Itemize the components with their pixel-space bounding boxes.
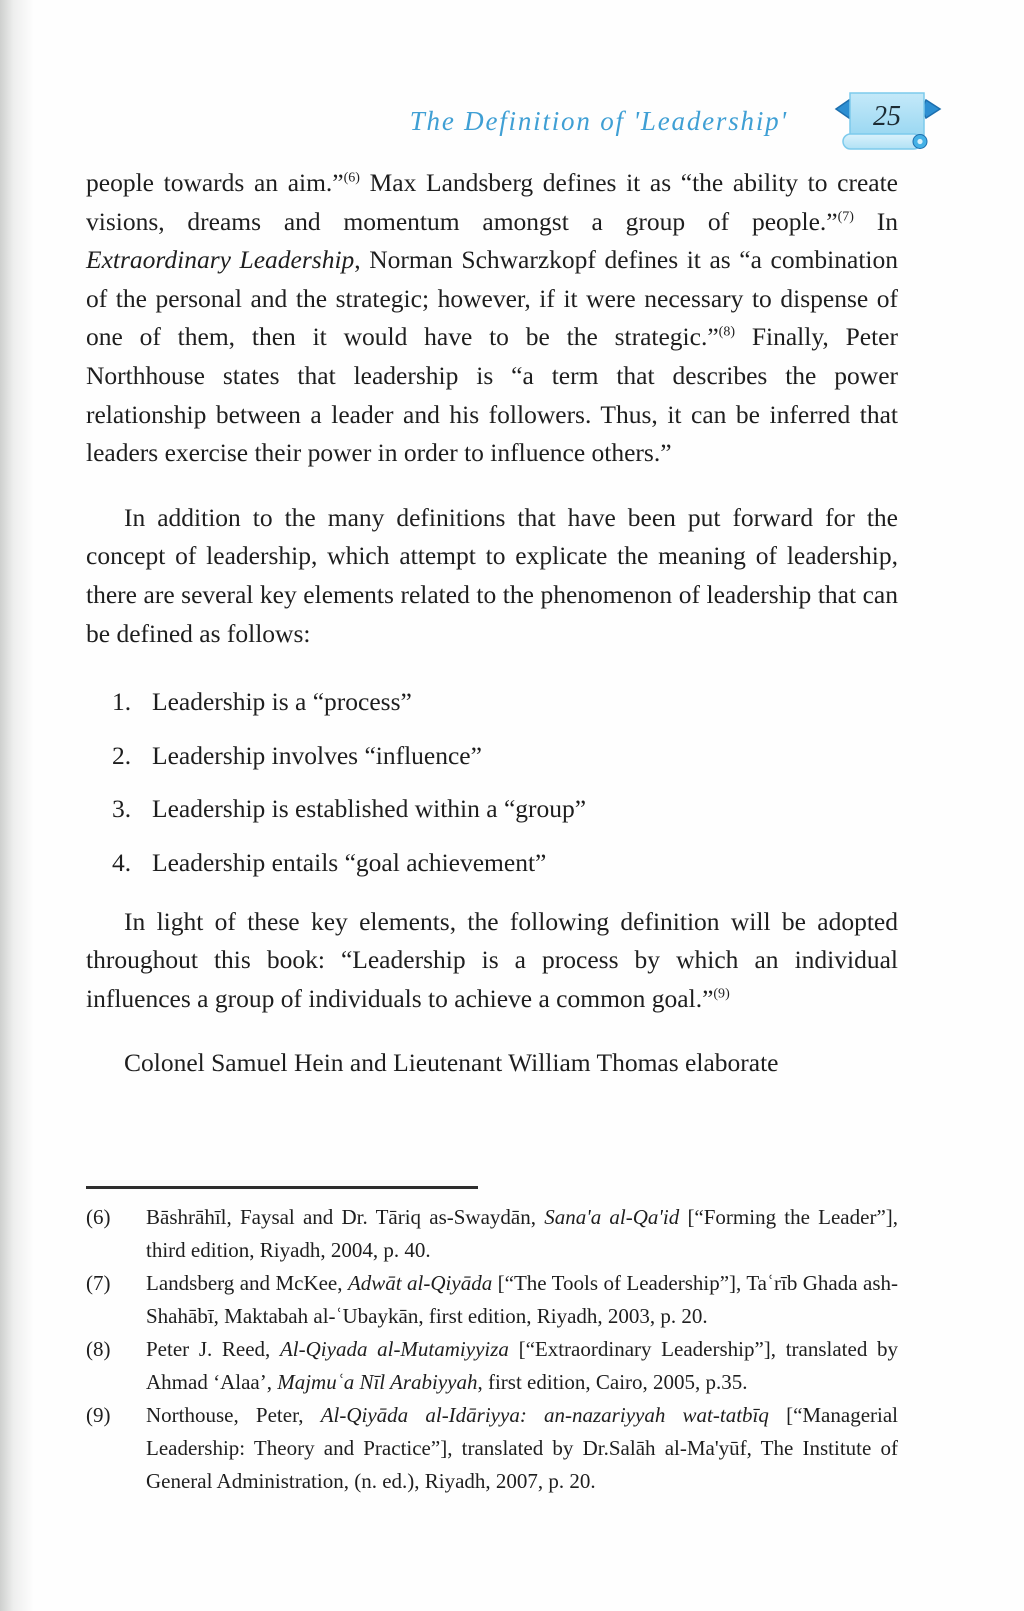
italic-text: Adwāt al-Qiyāda bbox=[347, 1271, 493, 1295]
text-run: Bāshrāhīl, Faysal and Dr. Tāriq as-Swaydān, bbox=[146, 1205, 545, 1229]
list-item bbox=[112, 683, 898, 722]
footnote-ref: (9) bbox=[713, 986, 730, 1002]
italic-text: Sana'a al-Qa'id bbox=[544, 1205, 680, 1229]
footnote-item bbox=[86, 1267, 898, 1333]
page-number-badge bbox=[834, 88, 942, 154]
list-item bbox=[112, 844, 898, 883]
footnote-item bbox=[86, 1333, 898, 1399]
footnote-text bbox=[146, 1201, 898, 1267]
footnote-ref: (8) bbox=[718, 324, 735, 340]
text-run: Colonel Samuel Hein and Lieutenant William Thomas elaborate bbox=[124, 1048, 779, 1078]
page-number: 25 bbox=[873, 101, 901, 132]
body-text bbox=[86, 164, 898, 1083]
list-item-number: 4. bbox=[112, 847, 132, 877]
text-run: people towards an aim.” bbox=[86, 168, 344, 197]
text-run: , Norman Schwarzkopf defines it as “a combination of the personal and the strategic; however, if it were necessary to dispense of one of them, then it would have to be the strategic.” bbox=[86, 245, 898, 352]
italic-text: Al-Qiyāda al-Idāriyya: an-nazariyyah wat-tatbīq bbox=[320, 1403, 769, 1427]
list-item-text: Leadership involves “influence” bbox=[152, 740, 482, 770]
text-run: [“The Tools of Leadership”], Taʿrīb Ghada ash-Shahābī, Maktabah al-ʿUbaykān, first edition, Riyadh, 2003, p. 20. bbox=[146, 1271, 898, 1328]
list-item-number: 3. bbox=[112, 794, 132, 824]
list-item-text: Leadership is a “process” bbox=[152, 687, 412, 717]
text-run: Peter J. Reed, bbox=[146, 1337, 280, 1361]
scroll-banner-icon bbox=[834, 88, 942, 154]
italic-text: Extraordinary Leadership bbox=[86, 245, 355, 275]
page-spine-shadow bbox=[0, 0, 34, 1611]
text-run: [“Forming the Leader”], third edition, Riyadh, 2004, p. 40. bbox=[146, 1205, 899, 1262]
footnote-number: (6) bbox=[86, 1205, 111, 1229]
text-run: Max Landsberg defines it as “the ability to create visions, dreams and momentum amongst a group of people.” bbox=[86, 168, 898, 236]
footnote-number: (8) bbox=[86, 1337, 111, 1361]
footnote-ref: (7) bbox=[837, 209, 854, 225]
list-item bbox=[112, 790, 898, 829]
footnote-list bbox=[86, 1201, 898, 1498]
italic-text: Majmuʿa Nīl Arabiyyah bbox=[277, 1370, 478, 1394]
paragraph bbox=[86, 164, 898, 473]
footnotes bbox=[86, 1186, 898, 1498]
footnote-number: (7) bbox=[86, 1271, 111, 1295]
text-run: [“Extraordinary Leadership”], translated by Ahmad ‘Alaa’, bbox=[146, 1337, 898, 1394]
paragraph bbox=[86, 1044, 898, 1083]
text-run: Landsberg and McKee, bbox=[146, 1271, 348, 1295]
text-run: Northouse, Peter, bbox=[146, 1403, 321, 1427]
footnote-item bbox=[86, 1201, 898, 1267]
italic-text: Al-Qiyada al-Mutamiyyiza bbox=[279, 1337, 509, 1361]
list-item-text: Leadership is established within a “group” bbox=[152, 794, 587, 824]
text-run: In bbox=[853, 206, 898, 236]
text-run: , first edition, Cairo, 2005, p.35. bbox=[477, 1370, 748, 1394]
paragraph bbox=[86, 499, 898, 653]
text-run: Finally, Peter Northhouse states that leadership is “a term that describes the power relationship between a leader and his followers. Thus, it can be inferred that leaders exercise their power in order to influence others.” bbox=[86, 322, 898, 468]
page-header bbox=[0, 88, 1024, 154]
text-run: In light of these key elements, the following definition will be adopted throughout this book: “Leadership is a process by which an individual influences a group of individuals to achieve a common goal.” bbox=[86, 906, 898, 1013]
list-item-text: Leadership entails “goal achievement” bbox=[152, 847, 547, 877]
list-item bbox=[112, 737, 898, 776]
page-title: The Definition of 'Leadership' bbox=[409, 105, 788, 136]
footnote-ref: (6) bbox=[343, 170, 360, 186]
paragraph bbox=[86, 903, 898, 1019]
footnote-item bbox=[86, 1399, 898, 1498]
footnote-number: (9) bbox=[86, 1403, 111, 1427]
text-run: In addition to the many definitions that have been put forward for the concept of leadership, which attempt to explicate the meaning of leadership, there are several key elements related to the phenomenon of leadership that can be defined as follows: bbox=[86, 502, 898, 648]
footnote-text bbox=[146, 1267, 898, 1333]
list-item-number: 1. bbox=[112, 687, 132, 717]
numbered-list bbox=[112, 683, 898, 882]
text-run: [“Managerial Leadership: Theory and Practice”], translated by Dr.Salāh al-Ma'yūf, The Institute of General Administration, (n. ed.), Riyadh, 2007, p. 20. bbox=[146, 1403, 899, 1493]
footnote-text bbox=[146, 1333, 898, 1399]
list-item-number: 2. bbox=[112, 740, 132, 770]
footnote-rule bbox=[86, 1186, 478, 1189]
footnote-text bbox=[146, 1399, 898, 1498]
